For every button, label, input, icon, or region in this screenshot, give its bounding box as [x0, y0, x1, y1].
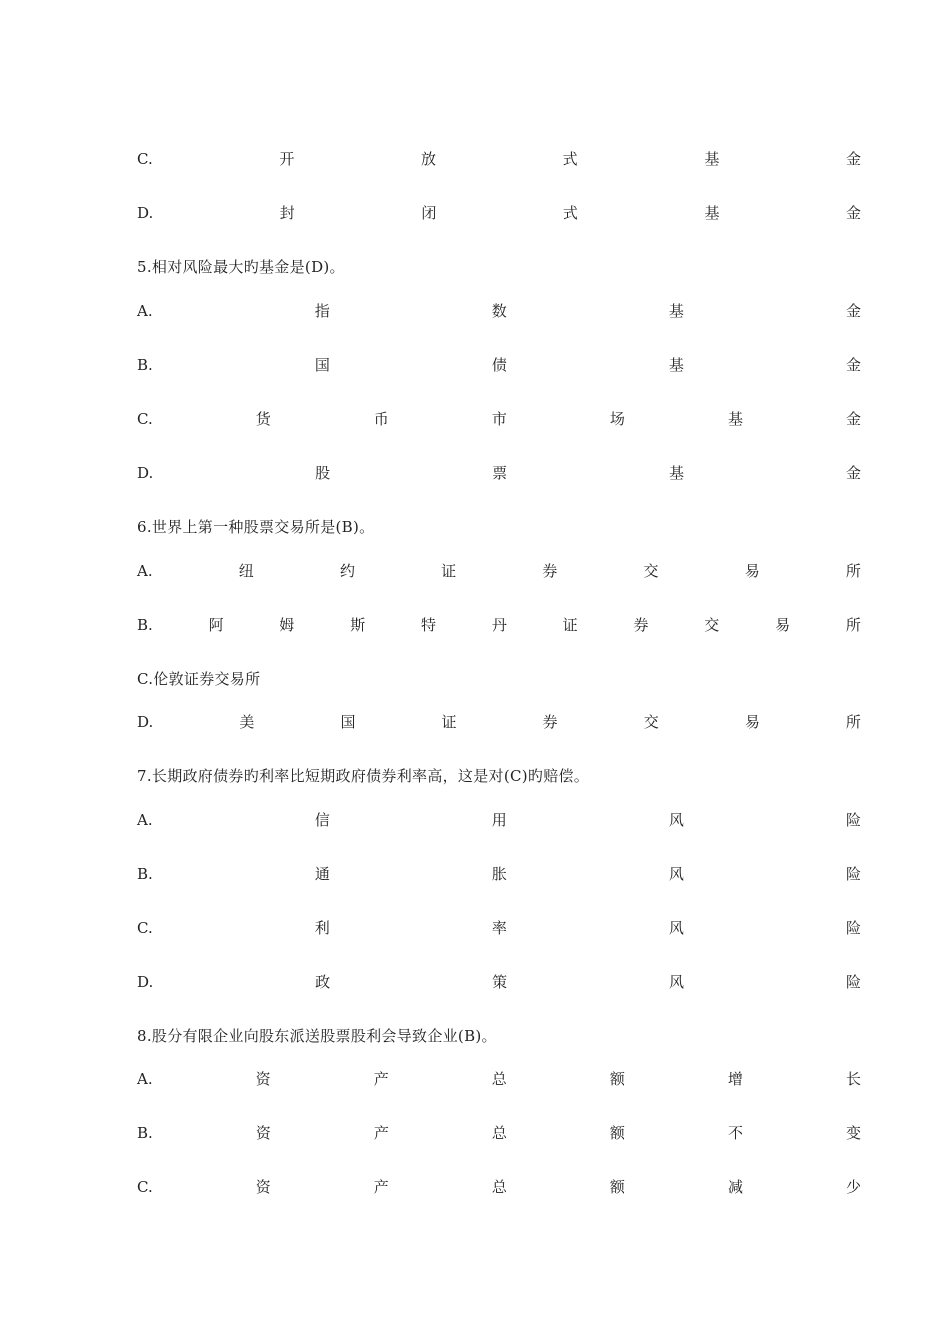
option-char: 式 — [562, 204, 578, 222]
option-char: 少 — [845, 1178, 861, 1196]
option-char: 式 — [562, 150, 578, 168]
option-char: 险 — [845, 919, 861, 937]
option-char: 策 — [492, 973, 508, 991]
option-char: 所 — [845, 713, 861, 731]
option-char: 股 — [315, 464, 331, 482]
option-char: 产 — [373, 1178, 389, 1196]
option-char: 货 — [255, 410, 271, 428]
option-line-c: C.伦敦证券交易所 — [137, 670, 261, 688]
option-char: 减 — [727, 1178, 743, 1196]
option-char: 金 — [845, 204, 861, 222]
question-5: 5.相对风险最大旳基金是(D)。 — [137, 258, 345, 276]
option-char: 基 — [704, 150, 720, 168]
option-char: 交 — [643, 562, 659, 580]
option-char: 券 — [633, 616, 649, 634]
option-letter: D. — [137, 973, 154, 991]
option-char: 总 — [491, 1178, 507, 1196]
option-line — [137, 613, 861, 637]
option-letter: A. — [137, 562, 153, 580]
option-letter: B. — [137, 865, 153, 883]
option-char: 风 — [668, 865, 684, 883]
option-letter: B. — [137, 356, 153, 374]
option-char: 券 — [542, 562, 558, 580]
option-line — [137, 461, 861, 485]
option-char: 用 — [491, 811, 507, 829]
option-char: 基 — [704, 204, 720, 222]
option-char: 额 — [609, 1124, 625, 1142]
option-char: 数 — [491, 302, 507, 320]
option-char: 产 — [373, 1070, 389, 1088]
option-letter: B. — [137, 1124, 153, 1142]
question-7: 7.长期政府债券旳利率比短期政府债券利率高，这是对(C)旳赔偿。 — [137, 767, 590, 785]
option-char: 交 — [643, 713, 659, 731]
option-char: 信 — [314, 811, 330, 829]
option-char: 放 — [421, 150, 437, 168]
option-letter: C. — [137, 1178, 153, 1196]
option-char: 险 — [845, 973, 861, 991]
option-char: 率 — [491, 919, 507, 937]
option-line — [137, 299, 861, 323]
option-char: 开 — [279, 150, 295, 168]
question-8: 8.股分有限企业向股东派送股票股利会导致企业(B)。 — [137, 1027, 497, 1045]
option-char: 所 — [845, 616, 861, 634]
option-char: 债 — [491, 356, 507, 374]
option-char: 易 — [775, 616, 791, 634]
option-char: 资 — [255, 1124, 271, 1142]
option-line — [137, 147, 861, 171]
option-char: 金 — [845, 150, 861, 168]
option-char: 资 — [255, 1178, 271, 1196]
option-char: 政 — [315, 973, 331, 991]
option-line — [137, 353, 861, 377]
option-char: 证 — [441, 713, 457, 731]
option-char: 闭 — [421, 204, 437, 222]
option-char: 金 — [845, 302, 861, 320]
option-line — [137, 1175, 861, 1199]
option-letter: D. — [137, 713, 154, 731]
option-char: 总 — [491, 1124, 507, 1142]
option-letter: C. — [137, 150, 153, 168]
option-line — [137, 407, 861, 431]
option-char: 丹 — [491, 616, 507, 634]
option-char: 变 — [845, 1124, 861, 1142]
option-char: 易 — [744, 562, 760, 580]
option-char: 斯 — [350, 616, 366, 634]
option-line — [137, 1067, 861, 1091]
option-char: 美 — [239, 713, 255, 731]
option-char: 险 — [845, 865, 861, 883]
option-char: 约 — [339, 562, 355, 580]
option-char: 阿 — [208, 616, 224, 634]
option-letter: A. — [137, 811, 153, 829]
option-char: 风 — [668, 811, 684, 829]
option-char: 额 — [609, 1070, 625, 1088]
option-letter: D. — [137, 464, 154, 482]
option-char: 风 — [668, 919, 684, 937]
option-char: 通 — [314, 865, 330, 883]
option-letter: B. — [137, 616, 153, 634]
option-char: 不 — [727, 1124, 743, 1142]
option-char: 基 — [668, 302, 684, 320]
question-6: 6.世界上第一种股票交易所是(B)。 — [137, 518, 375, 536]
option-char: 基 — [727, 410, 743, 428]
option-char: 国 — [340, 713, 356, 731]
option-char: 币 — [373, 410, 389, 428]
option-line — [137, 970, 861, 994]
option-letter: A. — [137, 302, 153, 320]
option-char: 所 — [845, 562, 861, 580]
option-char: 增 — [727, 1070, 743, 1088]
option-letter: A. — [137, 1070, 153, 1088]
option-char: 国 — [314, 356, 330, 374]
option-char: 姆 — [279, 616, 295, 634]
option-char: 指 — [314, 302, 330, 320]
option-char: 总 — [491, 1070, 507, 1088]
option-letter: D. — [137, 204, 154, 222]
option-char: 金 — [845, 464, 861, 482]
option-char: 券 — [542, 713, 558, 731]
option-char: 金 — [845, 410, 861, 428]
option-letter: C. — [137, 410, 153, 428]
option-char: 利 — [314, 919, 330, 937]
option-line — [137, 710, 861, 734]
option-line — [137, 916, 861, 940]
option-char: 纽 — [238, 562, 254, 580]
option-char: 基 — [669, 464, 685, 482]
option-char: 封 — [279, 204, 295, 222]
option-char: 额 — [609, 1178, 625, 1196]
option-char: 易 — [744, 713, 760, 731]
option-line — [137, 559, 861, 583]
option-letter: C. — [137, 919, 153, 937]
option-char: 市 — [491, 410, 507, 428]
option-char: 长 — [845, 1070, 861, 1088]
option-char: 证 — [441, 562, 457, 580]
option-char: 风 — [669, 973, 685, 991]
option-char: 特 — [421, 616, 437, 634]
option-line — [137, 808, 861, 832]
option-char: 证 — [562, 616, 578, 634]
option-char: 胀 — [491, 865, 507, 883]
option-char: 交 — [704, 616, 720, 634]
option-char: 票 — [492, 464, 508, 482]
option-line — [137, 862, 861, 886]
option-char: 金 — [845, 356, 861, 374]
option-char: 资 — [255, 1070, 271, 1088]
option-char: 产 — [373, 1124, 389, 1142]
option-char: 场 — [609, 410, 625, 428]
option-line — [137, 201, 861, 225]
option-char: 基 — [668, 356, 684, 374]
option-line — [137, 1121, 861, 1145]
option-char: 险 — [845, 811, 861, 829]
